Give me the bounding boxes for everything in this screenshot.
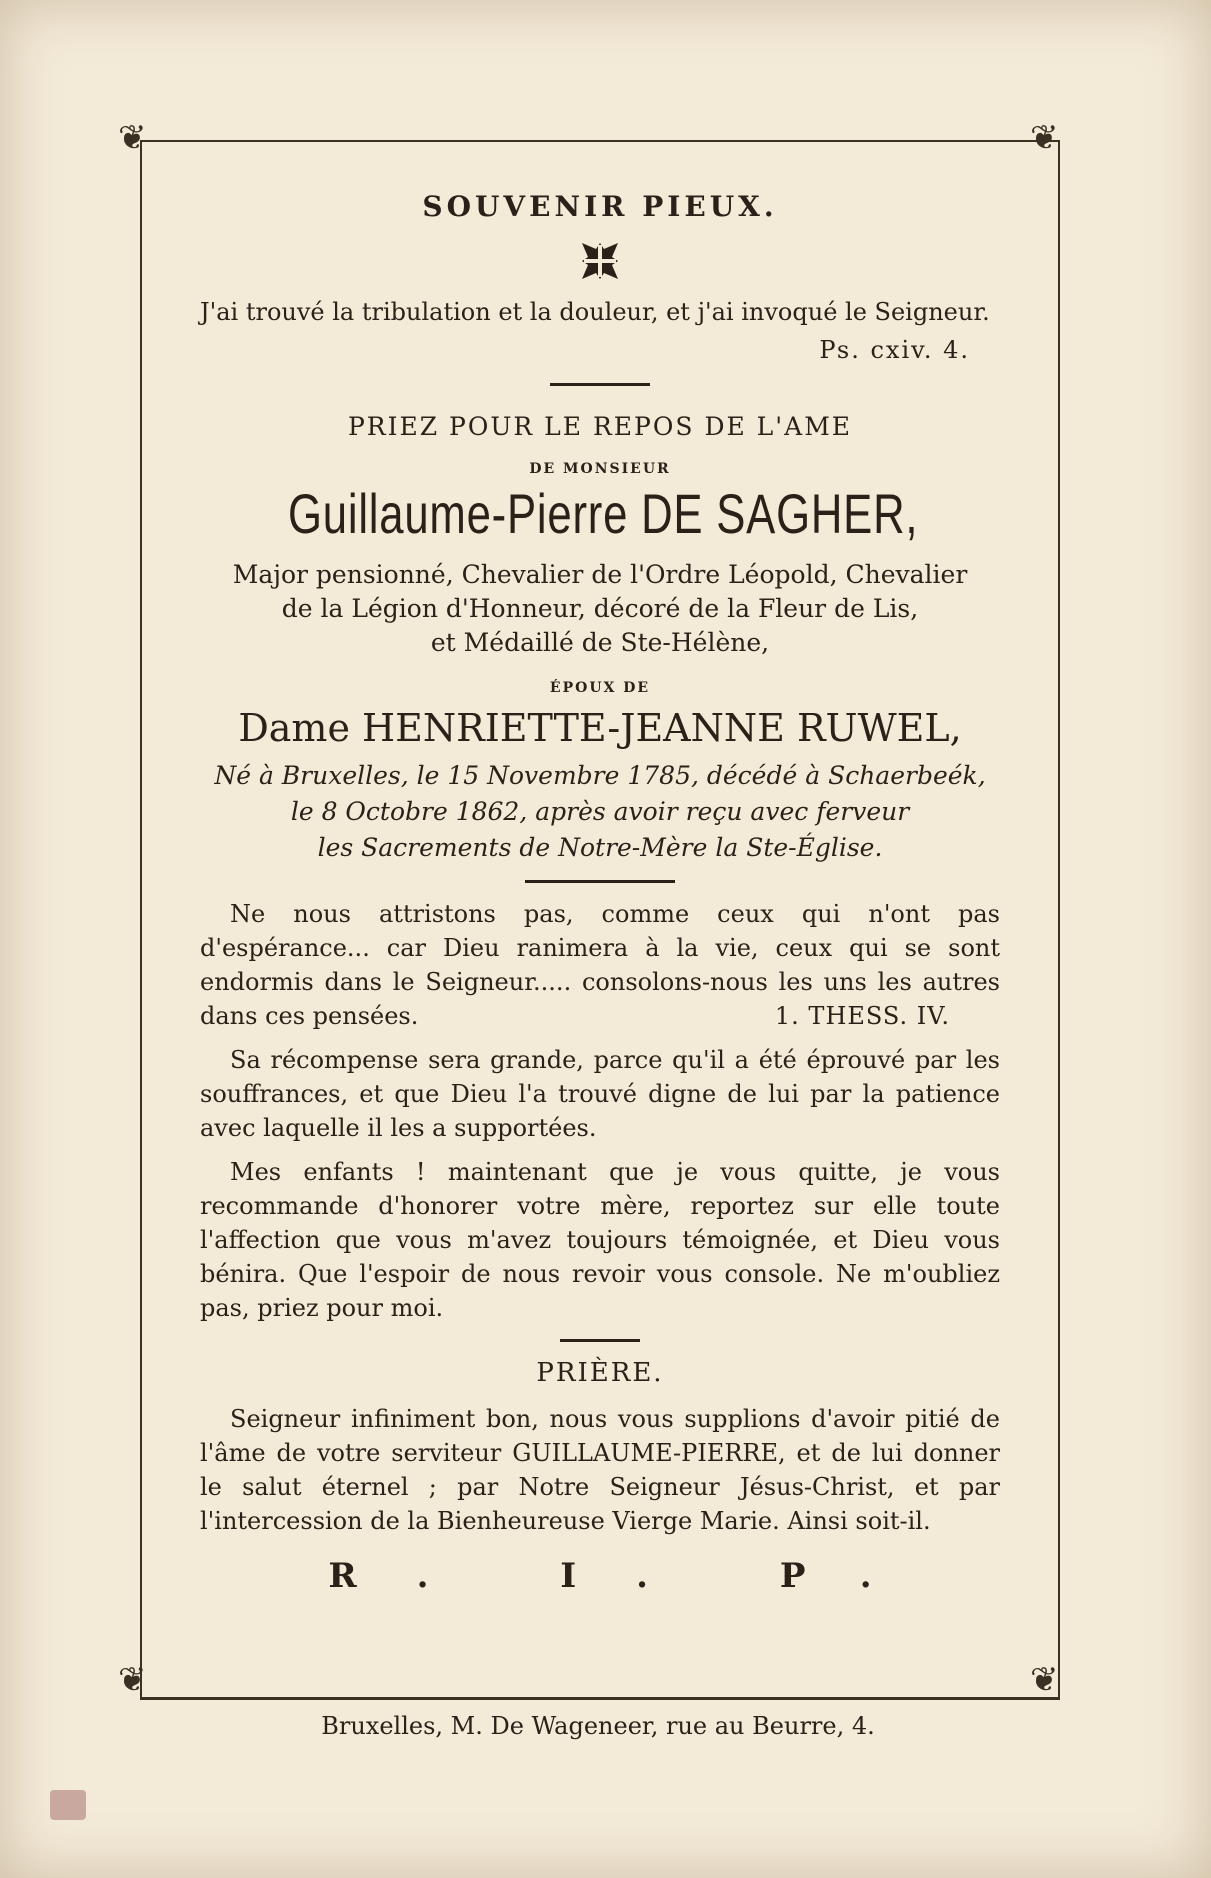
de-monsieur-label: DE MONSIEUR xyxy=(529,461,671,477)
paragraph: Sa récompense sera grande, parce qu'il a été éprouvé par les souffrances, et que Dieu l'a trouvé digne de lui par la patience avec laquelle il les a supportées. xyxy=(200,1046,1000,1142)
paragraph xyxy=(200,897,1000,1033)
deceased-name: Guillaume-Pierre DE SAGHER, xyxy=(288,482,919,545)
prayer-text: Seigneur infiniment bon, nous vous supplions d'avoir pitié de l'âme de votre serviteur GUILLAUME-PIERRE, et de lui donner le salut éternel ; par Notre Seigneur Jésus-Christ, et par l'intercession de la Bienheureuse Vierge Marie. Ainsi soit-il. xyxy=(200,1405,1000,1535)
epigraph xyxy=(200,293,1000,369)
date-line: les Sacrements de Notre-Mère la Ste-Église. xyxy=(317,833,883,862)
collection-stamp xyxy=(50,1790,86,1820)
title-line: Major pensionné, Chevalier de l'Ordre Léopold, Chevalier xyxy=(232,560,968,589)
corner-fleuron-icon: ❦ xyxy=(118,1660,147,1700)
paragraph-text: Ne nous attristons pas, comme ceux qui n'ont pas d'espérance... car Dieu ranimera à la vie, ceux qui se sont endormis dans le Seigneur..... consolons-nous les uns les autres dans ces pensées. xyxy=(200,900,1000,1030)
consolation-text xyxy=(200,897,1000,1325)
card-content xyxy=(200,190,1000,1596)
prayer xyxy=(200,1402,1000,1538)
date-line: Né à Bruxelles, le 15 Novembre 1785, décédé à Schaerbeék, xyxy=(214,761,986,790)
card-title: SOUVENIR PIEUX. xyxy=(422,190,778,223)
priere-heading: PRIÈRE. xyxy=(536,1358,664,1388)
date-line: le 8 Octobre 1862, après avoir reçu avec ferveur xyxy=(290,797,910,826)
corner-fleuron-icon: ❦ xyxy=(1030,1660,1059,1700)
rip-initials: R. I. P. xyxy=(328,1556,932,1596)
title-line: et Médaillé de Ste-Hélène, xyxy=(430,628,770,657)
epigraph-text: J'ai trouvé la tribulation et la douleur, et j'ai invoqué le Seigneur. xyxy=(200,298,990,326)
paragraph-ref: 1. THESS. IV. xyxy=(774,1002,950,1030)
epigraph-ref: Ps. cxiv. 4. xyxy=(819,336,970,364)
epoux-de-label: ÉPOUX DE xyxy=(549,680,651,696)
honorific-titles xyxy=(200,558,1000,660)
corner-fleuron-icon: ❦ xyxy=(118,118,147,158)
spouse-name: Dame HENRIETTE-JEANNE RUWEL, xyxy=(238,706,962,750)
paragraph: Mes enfants ! maintenant que je vous quitte, je vous recommande d'honorer votre mère, reportez sur elle toute l'affection que vous m'avez toujours témoignée, et Dieu vous bénira. Que l'espoir de nous revoir vous console. Ne m'oubliez pas, priez pour moi. xyxy=(200,1158,1000,1322)
divider xyxy=(525,880,675,883)
printer-imprint: Bruxelles, M. De Wageneer, rue au Beurre, 4. xyxy=(321,1712,875,1740)
corner-fleuron-icon: ❦ xyxy=(1030,118,1059,158)
birth-death-dates xyxy=(200,758,1000,866)
title-line: de la Légion d'Honneur, décoré de la Fleur de Lis, xyxy=(281,594,919,623)
divider xyxy=(560,1339,640,1342)
divider xyxy=(550,383,650,386)
maltese-cross-icon xyxy=(578,239,622,283)
pray-line: PRIEZ POUR LE REPOS DE L'AME xyxy=(347,412,853,441)
